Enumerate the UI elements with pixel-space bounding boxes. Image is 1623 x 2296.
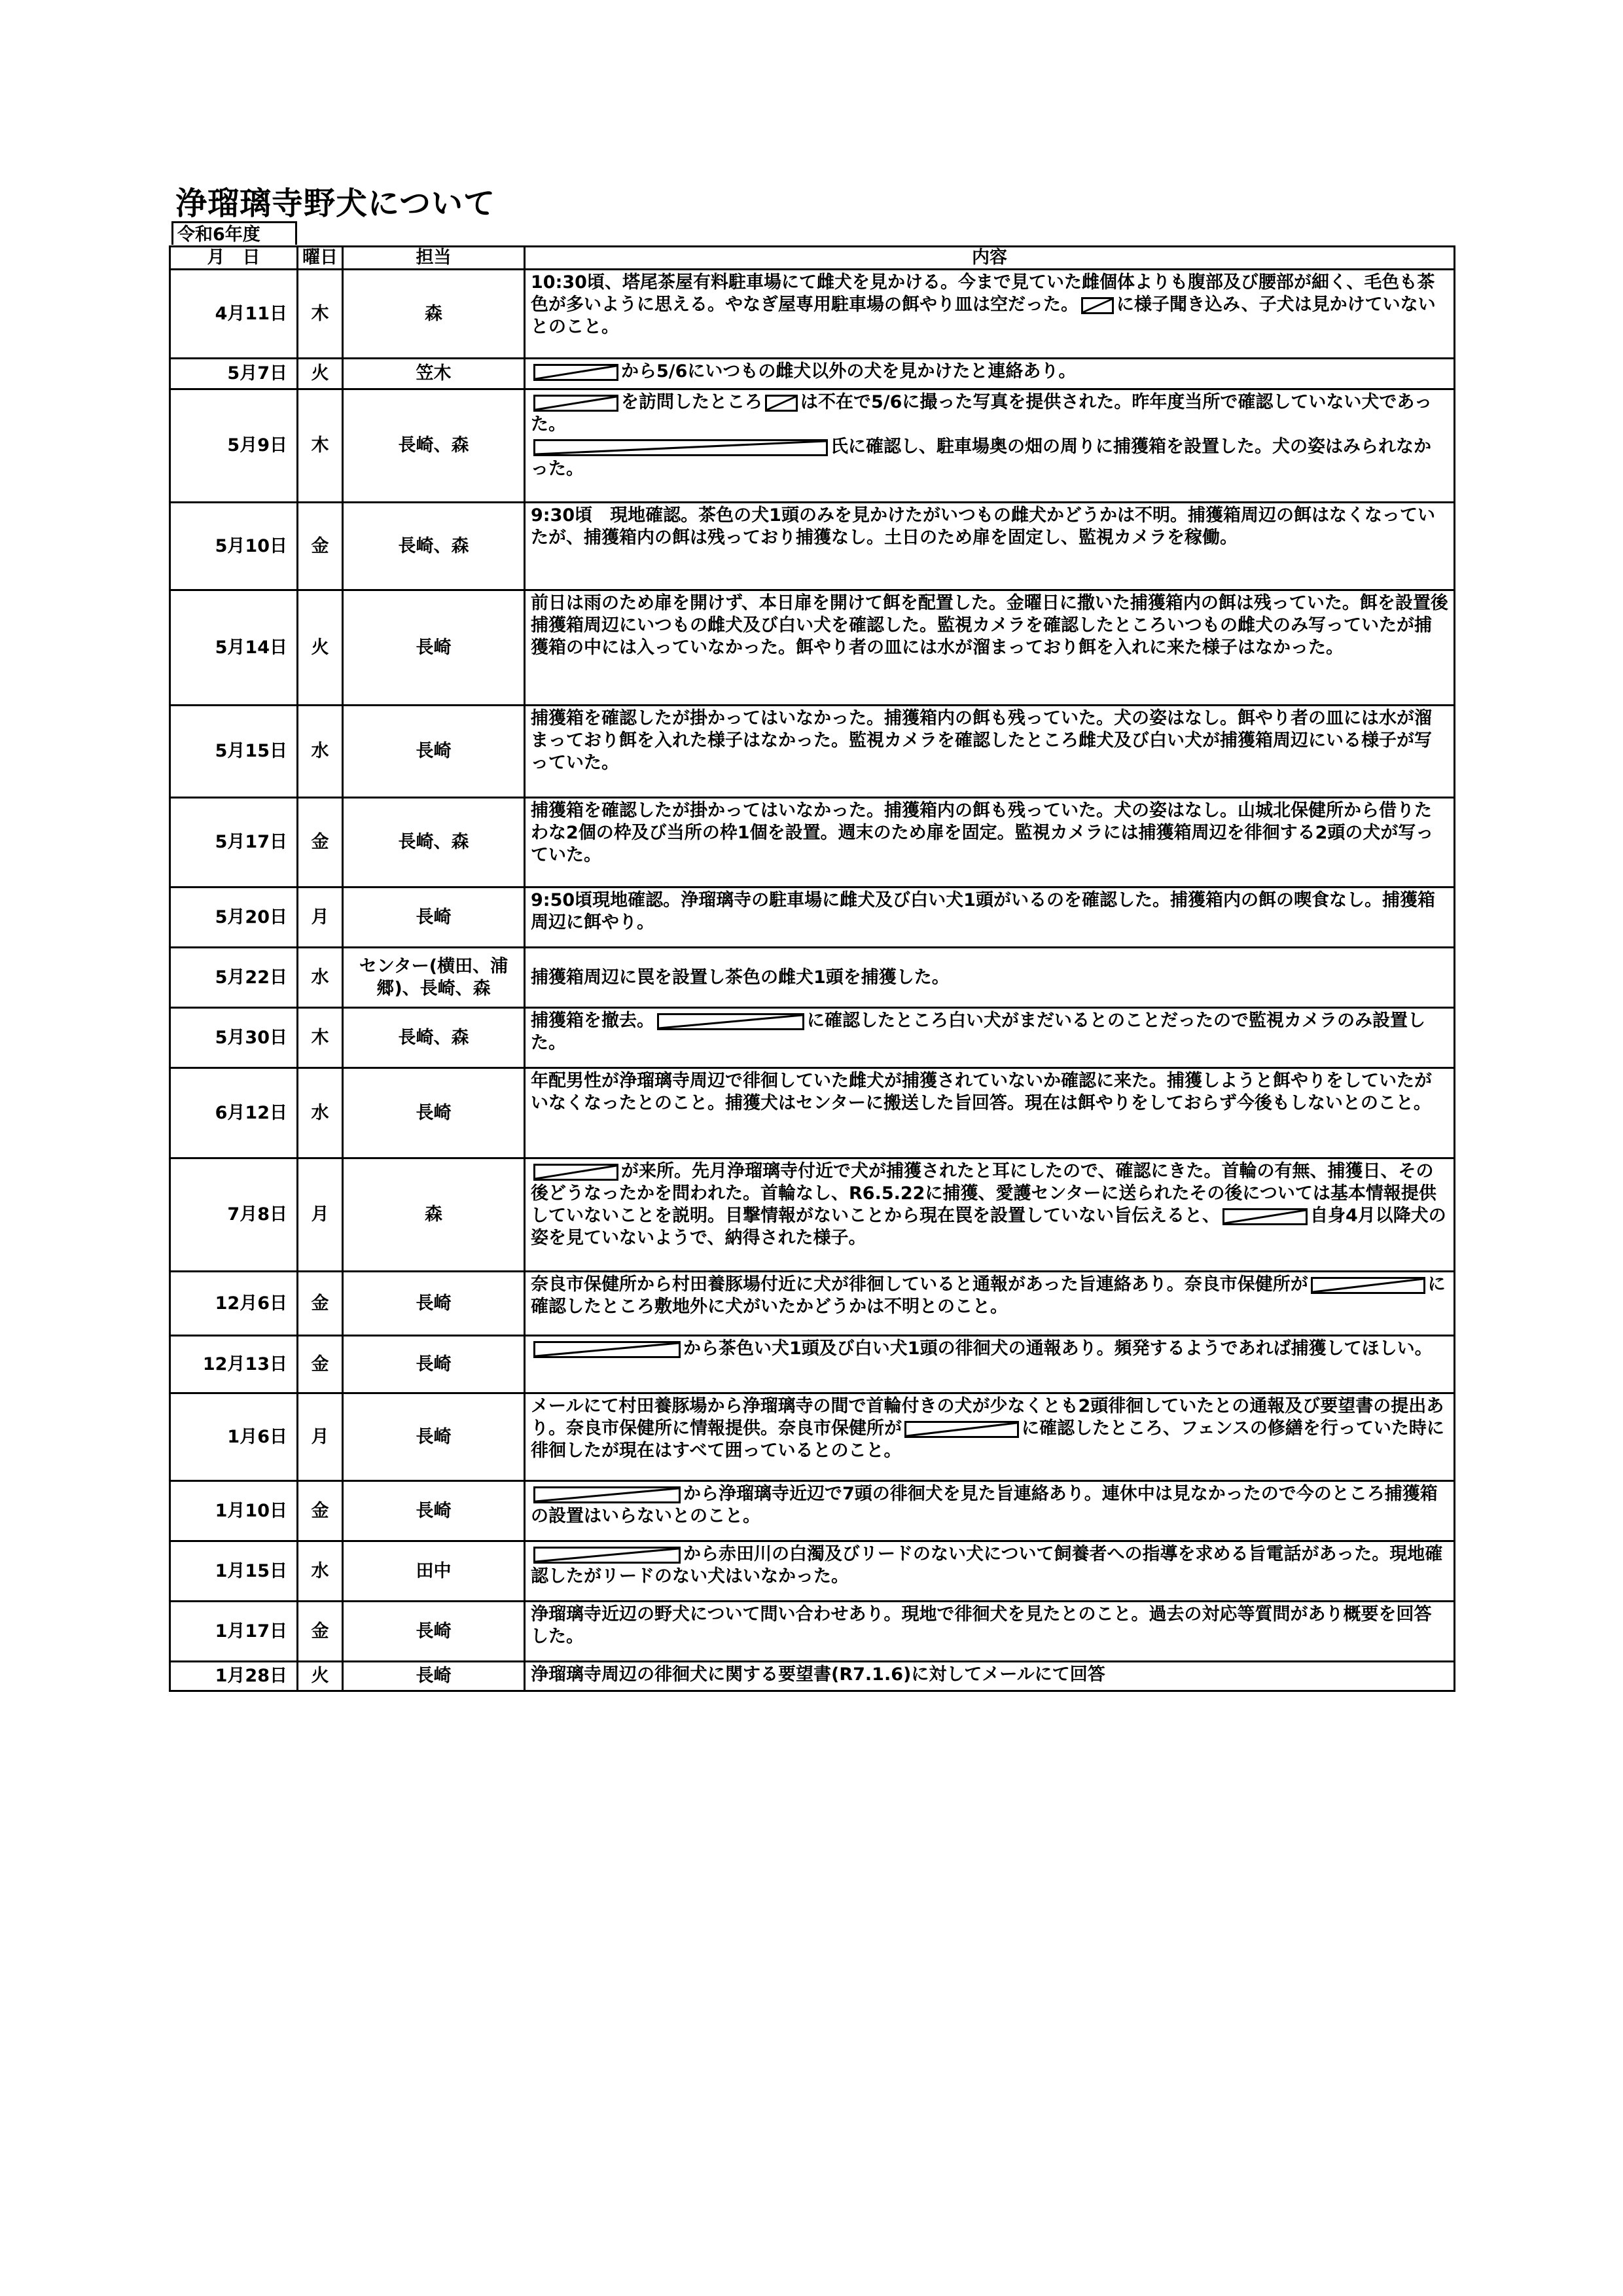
row-date: 5月7日 [170,359,298,389]
row-content [525,1336,1455,1393]
row-staff: 長崎 [343,1481,525,1541]
row-date: 12月6日 [170,1272,298,1336]
row-day: 火 [298,359,343,389]
row-staff: 笠木 [343,359,525,389]
row-day: 月 [298,888,343,948]
table-row [170,590,1455,706]
row-date: 4月11日 [170,270,298,359]
table-row [170,798,1455,888]
table-row [170,270,1455,359]
row-day: 火 [298,1662,343,1691]
row-staff: 長崎、森 [343,389,525,503]
row-staff: 長崎 [343,1336,525,1393]
row-content: 捕獲箱周辺に罠を設置し茶色の雌犬1頭を捕獲した。 [525,948,1455,1008]
redaction-box [1311,1277,1425,1294]
redaction-box [533,1486,681,1503]
content-text: 奈良市保健所から村田養豚場付近に犬が徘徊していると通報があった旨連絡あり。奈良市保健所が [531,1274,1308,1295]
redaction-box [533,1547,681,1564]
content-text: を訪問したところ [621,392,762,412]
page-title: 浄瑠璃寺野犬について [175,185,496,222]
redaction-box [904,1421,1019,1438]
row-day: 月 [298,1393,343,1481]
row-day: 金 [298,1272,343,1336]
content-text: に様子聞き込み、子犬は見かけていないとのこと。 [531,295,1436,337]
row-staff: 田中 [343,1541,525,1602]
table-row [170,1336,1455,1393]
row-day: 金 [298,1481,343,1541]
content-text: から茶色い犬1頭及び白い犬1頭の徘徊犬の通報あり。頻発するようであれば捕獲してほしい。 [683,1338,1433,1359]
row-day: 火 [298,590,343,706]
fiscal-year-label: 令和6年度 [171,221,297,245]
table-row [170,948,1455,1008]
table-row [170,1541,1455,1602]
row-day: 金 [298,1336,343,1393]
header-row [170,247,1455,270]
header-day: 曜日 [298,247,343,270]
row-staff: 森 [343,270,525,359]
row-day: 木 [298,1008,343,1068]
row-content [525,1272,1455,1336]
redaction-box [1081,297,1114,314]
row-content: 9:30頃 現地確認。茶色の犬1頭のみを見かけたがいつもの雌犬かどうかは不明。捕獲箱周辺の餌はなくなっていたが、捕獲箱内の餌は残っており捕獲なし。土日のため扉を固定し、監視カメラを稼働。 [525,503,1455,590]
redaction-box [533,364,618,381]
row-day: 金 [298,503,343,590]
row-date: 5月17日 [170,798,298,888]
row-staff: 長崎、森 [343,503,525,590]
table-row [170,359,1455,389]
content-text: から浄瑠璃寺近辺で7頭の徘徊犬を見た旨連絡あり。連休中は見なかったので今のところ捕獲箱の設置はいらないとのこと。 [531,1484,1438,1526]
content-text: に確認したところ白い犬がまだいるとのことだったので監視カメラのみ設置した。 [531,1011,1425,1053]
row-date: 5月9日 [170,389,298,503]
row-staff: センター(横田、浦郷)、長崎、森 [343,948,525,1008]
header-date: 月 日 [170,247,298,270]
redaction-box [533,1164,618,1181]
row-date: 1月6日 [170,1393,298,1481]
content-text: に確認したところ、フェンスの修繕を行っていた時に徘徊したが現在はすべて囲っているとのこと。 [531,1418,1444,1461]
table-row [170,1602,1455,1662]
table-row [170,1008,1455,1068]
table-row [170,389,1455,503]
row-staff: 森 [343,1158,525,1272]
content-text: 捕獲箱を撤去。 [531,1011,654,1031]
table-row [170,1068,1455,1158]
content-text: から赤田川の白濁及びリードのない犬について飼養者への指導を求める旨電話があった。現地確認したがリードのない犬はいなかった。 [531,1544,1443,1587]
row-date: 1月17日 [170,1602,298,1662]
row-date: 5月10日 [170,503,298,590]
row-date: 1月10日 [170,1481,298,1541]
redaction-box [533,395,618,412]
row-content: 9:50頃現地確認。浄瑠璃寺の駐車場に雌犬及び白い犬1頭がいるのを確認した。捕獲箱内の餌の喫食なし。捕獲箱周辺に餌やり。 [525,888,1455,948]
row-date: 5月15日 [170,706,298,798]
row-staff: 長崎 [343,1272,525,1336]
row-content [525,389,1455,503]
row-staff: 長崎 [343,590,525,706]
redaction-box [1222,1208,1308,1225]
table-row [170,503,1455,590]
row-date: 5月20日 [170,888,298,948]
redaction-box [533,1341,681,1358]
content-text: 10:30頃、塔尾茶屋有料駐車場にて雌犬を見かける。今まで見ていた雌個体よりも腹部及び腰部が細く、毛色も茶色が多いように思える。やなぎ屋専用駐車場の餌やり皿は空だった。 [531,272,1435,315]
row-content: 前日は雨のため扉を開けず、本日扉を開けて餌を配置した。金曜日に撒いた捕獲箱内の餌は残っていた。餌を設置後捕獲箱周辺にいつもの雌犬及び白い犬を確認した。監視カメラを確認したところいつもの雌犬のみ写っていたが捕獲箱の中には入っていなかった。餌やり者の皿には水が溜まっており餌を入れに来た様子はなかった。 [525,590,1455,706]
row-content [525,1393,1455,1481]
row-day: 木 [298,270,343,359]
redaction-box [657,1013,804,1030]
header-content: 内容 [525,247,1455,270]
row-date: 5月22日 [170,948,298,1008]
content-text: から5/6にいつもの雌犬以外の犬を見かけたと連絡あり。 [621,361,1077,382]
row-content [525,1158,1455,1272]
row-content: 年配男性が浄瑠璃寺周辺で徘徊していた雌犬が捕獲されていないか確認に来た。捕獲しようと餌やりをしていたがいなくなったとのこと。捕獲犬はセンターに搬送した旨回答。現在は餌やりをしておらず今後もしないとのこと。 [525,1068,1455,1158]
row-content [525,1541,1455,1602]
row-date: 7月8日 [170,1158,298,1272]
content-text: メールにて村田養豚場から浄瑠璃寺の間で首輪付きの犬が少なくとも2頭徘徊していたとの通報及び要望書の提出あり。奈良市保健所に情報提供。奈良市保健所が [531,1396,1444,1439]
content-text: が来所。先月浄瑠璃寺付近で犬が捕獲されたと耳にしたので、確認にきた。首輪の有無、捕獲日、その後どうなったかを問われた。首輪なし、R6.5.22に捕獲、愛護センターに送られたその後については基本情報提供していないことを説明。目撃情報がないことから現在罠を設置していない旨伝えると、 [531,1161,1436,1226]
row-day: 月 [298,1158,343,1272]
row-day: 水 [298,1068,343,1158]
row-content: 浄瑠璃寺周辺の徘徊犬に関する要望書(R7.1.6)に対してメールにて回答 [525,1662,1455,1691]
row-day: 水 [298,948,343,1008]
content-text: 氏に確認し、駐車場奥の畑の周りに捕獲箱を設置した。犬の姿はみられなかった。 [531,437,1431,479]
row-staff: 長崎 [343,888,525,948]
table-row [170,1393,1455,1481]
content-text: 自身4月以降犬の姿を見ていないようで、納得された様子。 [531,1206,1446,1248]
redaction-box [533,439,828,456]
row-date: 12月13日 [170,1336,298,1393]
table-row [170,1662,1455,1691]
table-row [170,1272,1455,1336]
row-date: 1月28日 [170,1662,298,1691]
row-staff: 長崎 [343,706,525,798]
table-row [170,706,1455,798]
row-content [525,270,1455,359]
row-content [525,359,1455,389]
table-row [170,1481,1455,1541]
row-staff: 長崎 [343,1068,525,1158]
row-staff: 長崎、森 [343,798,525,888]
row-day: 金 [298,1602,343,1662]
content-text: に確認したところ敷地外に犬がいたかどうかは不明とのこと。 [531,1274,1446,1317]
row-content: 捕獲箱を確認したが掛かってはいなかった。捕獲箱内の餌も残っていた。犬の姿はなし。山城北保健所から借りたわな2個の枠及び当所の枠1個を設置。週末のため扉を固定。監視カメラには捕獲箱周辺を徘徊する2頭の犬が写っていた。 [525,798,1455,888]
row-day: 水 [298,706,343,798]
row-staff: 長崎 [343,1602,525,1662]
header-staff: 担当 [343,247,525,270]
row-date: 5月30日 [170,1008,298,1068]
row-staff: 長崎 [343,1662,525,1691]
row-day: 木 [298,389,343,503]
table-row [170,888,1455,948]
row-day: 水 [298,1541,343,1602]
row-date: 5月14日 [170,590,298,706]
activity-log-table [169,245,1455,1692]
row-staff: 長崎 [343,1393,525,1481]
row-content: 捕獲箱を確認したが掛かってはいなかった。捕獲箱内の餌も残っていた。犬の姿はなし。餌やり者の皿には水が溜まっており餌を入れた様子はなかった。監視カメラを確認したところ雌犬及び白い犬が捕獲箱周辺にいる様子が写っていた。 [525,706,1455,798]
row-day: 金 [298,798,343,888]
table-row [170,1158,1455,1272]
redaction-box [765,395,798,412]
row-content [525,1481,1455,1541]
row-content [525,1008,1455,1068]
row-content: 浄瑠璃寺近辺の野犬について問い合わせあり。現地で徘徊犬を見たとのこと。過去の対応等質問があり概要を回答した。 [525,1602,1455,1662]
row-date: 6月12日 [170,1068,298,1158]
row-staff: 長崎、森 [343,1008,525,1068]
row-date: 1月15日 [170,1541,298,1602]
content-text: は不在で5/6に撮った写真を提供された。昨年度当所で確認していない犬であった。 [531,392,1433,435]
